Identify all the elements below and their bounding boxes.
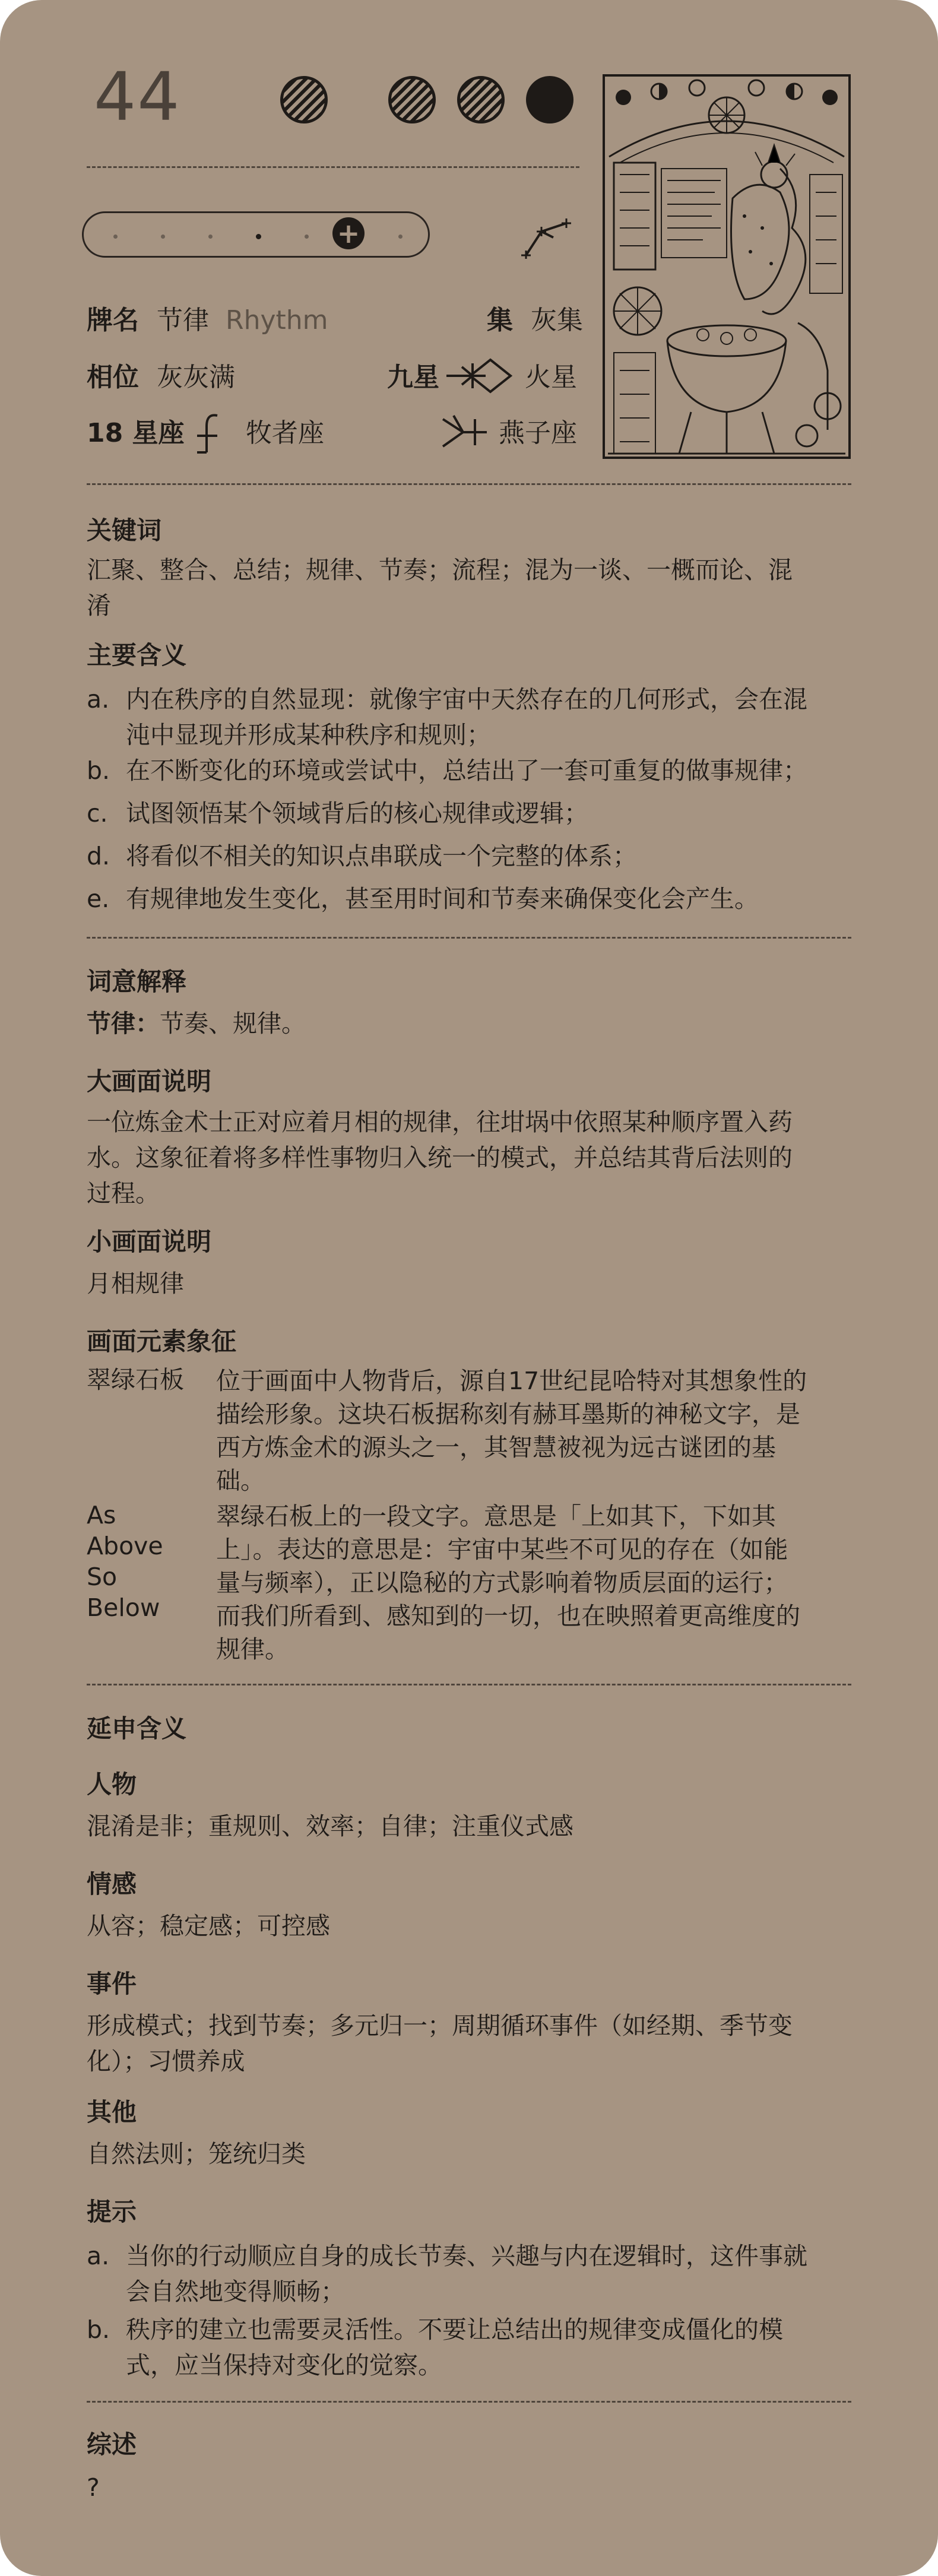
word-def: 节奏、规律。 [160, 1009, 306, 1038]
card-name-cn: 节律 [157, 305, 209, 335]
emotion-title: 情感 [87, 1870, 137, 1899]
meaning-text: 将看似不相关的知识点串联成一个完整的体系； [126, 842, 637, 870]
card-set-label: 集 [487, 305, 513, 335]
full-moon-icon [526, 76, 573, 123]
card-star18-row [87, 416, 185, 451]
small-picture-text: 月相规律 [87, 1269, 184, 1298]
divider [87, 166, 579, 168]
word-term: 节律： [87, 1009, 160, 1038]
big-picture-text: 一位炼金术士正对应着月相的规律，往坩埚中依照某种顺序置入药 水。这象征着将多样性事物归入统一的模式，并总结其背后法则的 过程。 [87, 1108, 793, 1208]
slider-dot[interactable] [398, 235, 403, 239]
big-picture-title: 大画面说明 [87, 1067, 212, 1096]
word-title: 词意解释 [87, 967, 187, 996]
tip-text: 当你的行动顺应自身的成长节奏、兴趣与内在逻辑时，这件事就 会自然地变得顺畅； [126, 2242, 807, 2306]
symbol-term: As Above So Below [87, 1501, 163, 1622]
card-phase-row [87, 360, 235, 395]
mars-glyph-icon [444, 355, 521, 397]
card-phase-value: 灰灰满 [157, 362, 235, 392]
slider-dot[interactable] [208, 235, 213, 239]
small-picture-title: 小画面说明 [87, 1227, 212, 1256]
meaning-item-e [87, 881, 858, 917]
summary-text: ? [87, 2473, 100, 2502]
striped-moon-icon [280, 76, 328, 123]
list-marker: b. [87, 756, 110, 785]
list-marker: a. [87, 2242, 110, 2270]
keywords-text [87, 552, 858, 623]
meaning-item-d [87, 838, 858, 874]
person-title: 人物 [87, 1770, 137, 1799]
meaning-text: 有规律地发生变化，甚至用时间和节奏来确保变化会产生。 [126, 885, 759, 913]
meaning-text: 试图领悟某个领域背后的核心规律或逻辑； [126, 799, 588, 828]
symbols-title: 画面元素象征 [87, 1327, 237, 1356]
person-text: 混淆是非；重规则、效率；自律；注重仪式感 [87, 1812, 573, 1840]
main-meaning-title: 主要含义 [87, 641, 187, 670]
meaning-text: 在不断变化的环境或尝试中，总结出了一套可重复的做事规律； [126, 756, 807, 785]
keywords-title: 关键词 [87, 516, 162, 545]
card-name-label: 牌名 [87, 305, 139, 335]
symbol-desc: 翠绿石板上的一段文字。意思是「上如其下，下如其 上」。表达的意思是：宇宙中某些不可见的存在（如能 量与频率），正以隐秘的方式影响着物质层面的运行； 而我们所看到、感知到的一切，也在映照着更高维度的 规律。 [216, 1502, 800, 1664]
list-marker: c. [87, 799, 108, 828]
card-star9-value: 火星 [525, 362, 577, 392]
slider-dot[interactable] [305, 235, 309, 239]
swallow-glyph-icon [439, 411, 489, 455]
list-marker: e. [87, 885, 110, 913]
meaning-item-c [87, 796, 858, 831]
striped-moon-icon [388, 76, 436, 123]
slider-dot[interactable] [113, 235, 118, 239]
other-title: 其他 [87, 2097, 137, 2127]
striped-moon-icon [457, 76, 505, 123]
card-phase-label: 相位 [87, 362, 139, 392]
shepherd-glyph-icon [194, 410, 223, 455]
card-star9-label: 九星 [387, 362, 439, 392]
tip-item-a [87, 2238, 858, 2309]
keywords-line: 淆 [87, 591, 111, 620]
event-title: 事件 [87, 1969, 137, 1998]
other-text: 自然法则；笼统归类 [87, 2140, 306, 2168]
card-star18-value-right: 燕子座 [499, 418, 577, 448]
constellation-icon [520, 214, 577, 259]
symbol-desc: 位于画面中人物背后，源自17世纪昆哈特对其想象性的 描绘形象。这块石板据称刻有赫耳墨斯的神秘文字，是 西方炼金术的源头之一，其智慧被视为远古谜团的基 础。 [216, 1367, 807, 1495]
alchemist-illustration [602, 74, 851, 460]
divider [87, 1684, 851, 1685]
tip-text: 秩序的建立也需要灵活性。不要让总结出的规律变成僵化的模 式，应当保持对变化的觉察。 [126, 2315, 783, 2379]
card-star18-value-left: 牧者座 [246, 418, 324, 448]
divider [87, 2401, 851, 2403]
plus-icon[interactable]: + [332, 217, 365, 249]
card-slider[interactable] [82, 211, 430, 258]
symbol-term: 翠绿石板 [87, 1365, 184, 1394]
card-name-en: Rhythm [226, 305, 328, 335]
emotion-text: 从容；稳定感；可控感 [87, 1912, 330, 1940]
list-marker: a. [87, 685, 110, 714]
card-star18-label: 18 星座 [87, 418, 185, 448]
tips-title: 提示 [87, 2197, 137, 2226]
card-set-row [487, 303, 583, 338]
meaning-text: 内在秩序的自然显现：就像宇宙中天然存在的几何形式，会在混 沌中显现并形成某种秩序和规则； [126, 685, 807, 749]
card-name-row [87, 303, 328, 338]
card-number: 44 [94, 59, 181, 136]
summary-title: 综述 [87, 2430, 137, 2459]
list-marker: d. [87, 842, 110, 870]
extended-title: 延申含义 [87, 1714, 187, 1743]
meaning-item-b [87, 753, 858, 788]
meaning-item-a [87, 682, 858, 753]
list-marker: b. [87, 2315, 110, 2344]
slider-dot-active[interactable] [256, 234, 261, 239]
word-text [87, 1006, 858, 1041]
slider-dot[interactable] [161, 235, 165, 239]
card-set-value: 灰集 [531, 305, 583, 335]
tip-item-b [87, 2312, 858, 2383]
divider [87, 937, 851, 939]
keywords-line: 汇聚、整合、总结；规律、节奏；流程；混为一谈、一概而论、混 [87, 556, 793, 584]
divider [87, 483, 851, 485]
card-star9-row [387, 360, 439, 395]
event-text: 形成模式；找到节奏；多元归一；周期循环事件（如经期、季节变 化）；习惯养成 [87, 2011, 793, 2076]
